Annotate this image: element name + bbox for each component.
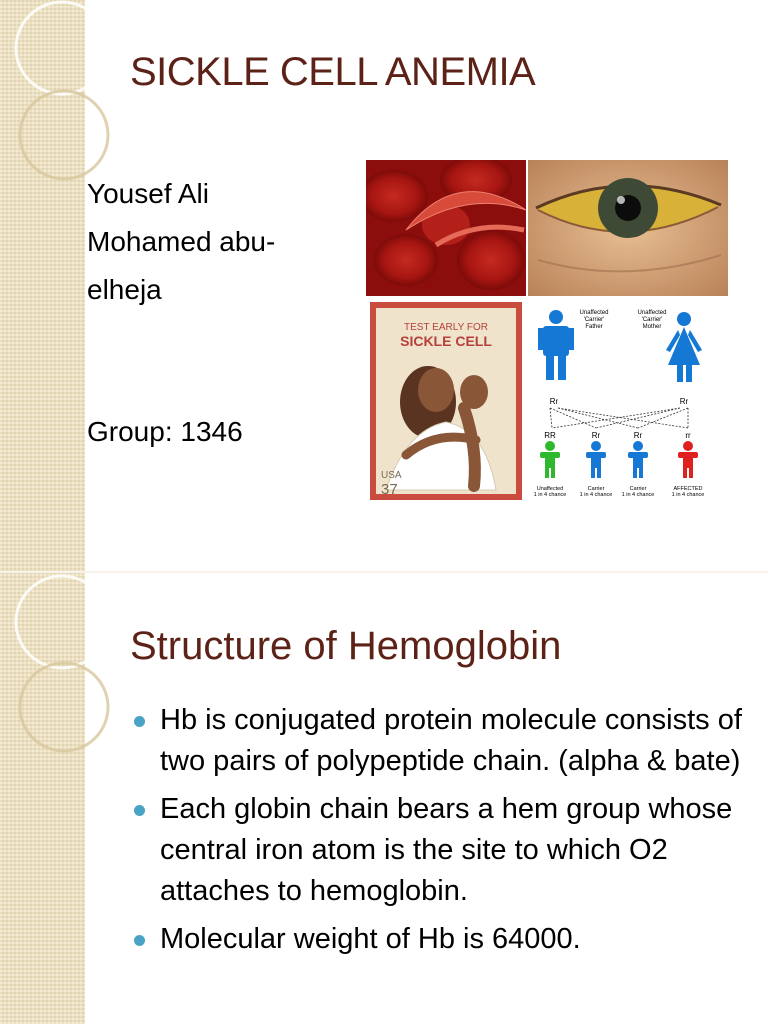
child-chance: 1 in 4 chance <box>533 492 567 498</box>
bullet-dot-icon <box>134 716 145 727</box>
child-genotype: Rr <box>633 431 643 440</box>
jaundiced-eye-image <box>528 160 728 296</box>
father-label-1: Unaffected <box>579 310 609 316</box>
stamp-image <box>366 298 526 504</box>
decorative-rings <box>0 512 120 1024</box>
mother-label-3: Mother <box>642 324 662 330</box>
child-genotype: RR <box>544 431 556 440</box>
author-line: Mohamed abu- <box>87 226 276 257</box>
stamp-country: USA <box>381 470 402 481</box>
father-genotype: Rr <box>549 397 559 406</box>
mother-label-1: Unaffected <box>637 310 667 316</box>
inheritance-diagram <box>528 298 728 504</box>
bullet-text: Hb is conjugated protein molecule consists of two pairs of polypeptide chain. (alpha & bate) <box>160 704 742 777</box>
child-chance: 1 in 4 chance <box>579 492 613 498</box>
mother-genotype: Rr <box>679 397 689 406</box>
sickle-cell-collage <box>366 160 728 504</box>
bullet-item <box>132 919 752 960</box>
bullet-item <box>132 700 752 782</box>
author-line: elheja <box>87 274 162 305</box>
child-genotype: Rr <box>591 431 601 440</box>
child-label: Carrier <box>587 486 605 492</box>
child-label: Carrier <box>629 486 647 492</box>
child-genotype: rr <box>685 431 691 440</box>
stamp-text-line2: SICKLE CELL <box>400 333 492 349</box>
child-chance: 1 in 4 chance <box>621 492 655 498</box>
slide-divider <box>0 571 768 573</box>
mother-label-2: 'Carrier' <box>641 317 663 323</box>
bullet-item <box>132 789 752 912</box>
child-chance: 1 in 4 chance <box>671 492 705 498</box>
stamp-text-line1: TEST EARLY FOR <box>404 322 488 333</box>
father-label-2: 'Carrier' <box>583 317 605 323</box>
slide-title: Structure of Hemoglobin <box>130 624 562 668</box>
bullet-text: Molecular weight of Hb is 64000. <box>160 923 581 955</box>
group-number: Group: 1346 <box>87 416 243 447</box>
author-line: Yousef Ali <box>87 178 209 209</box>
bullet-text: Each globin chain bears a hem group whose central iron atom is the site to which O2 attaches to hemoglobin. <box>160 793 733 907</box>
bullet-list <box>132 700 752 967</box>
bullet-dot-icon <box>134 805 145 816</box>
slide-title: SICKLE CELL ANEMIA <box>130 50 536 94</box>
child-label: AFFECTED <box>673 486 703 492</box>
father-label-3: Father <box>585 324 603 330</box>
blood-cells-image <box>366 160 526 296</box>
bullet-dot-icon <box>134 935 145 946</box>
stamp-value: 37 <box>381 481 398 498</box>
child-label: Unaffected <box>536 486 564 492</box>
